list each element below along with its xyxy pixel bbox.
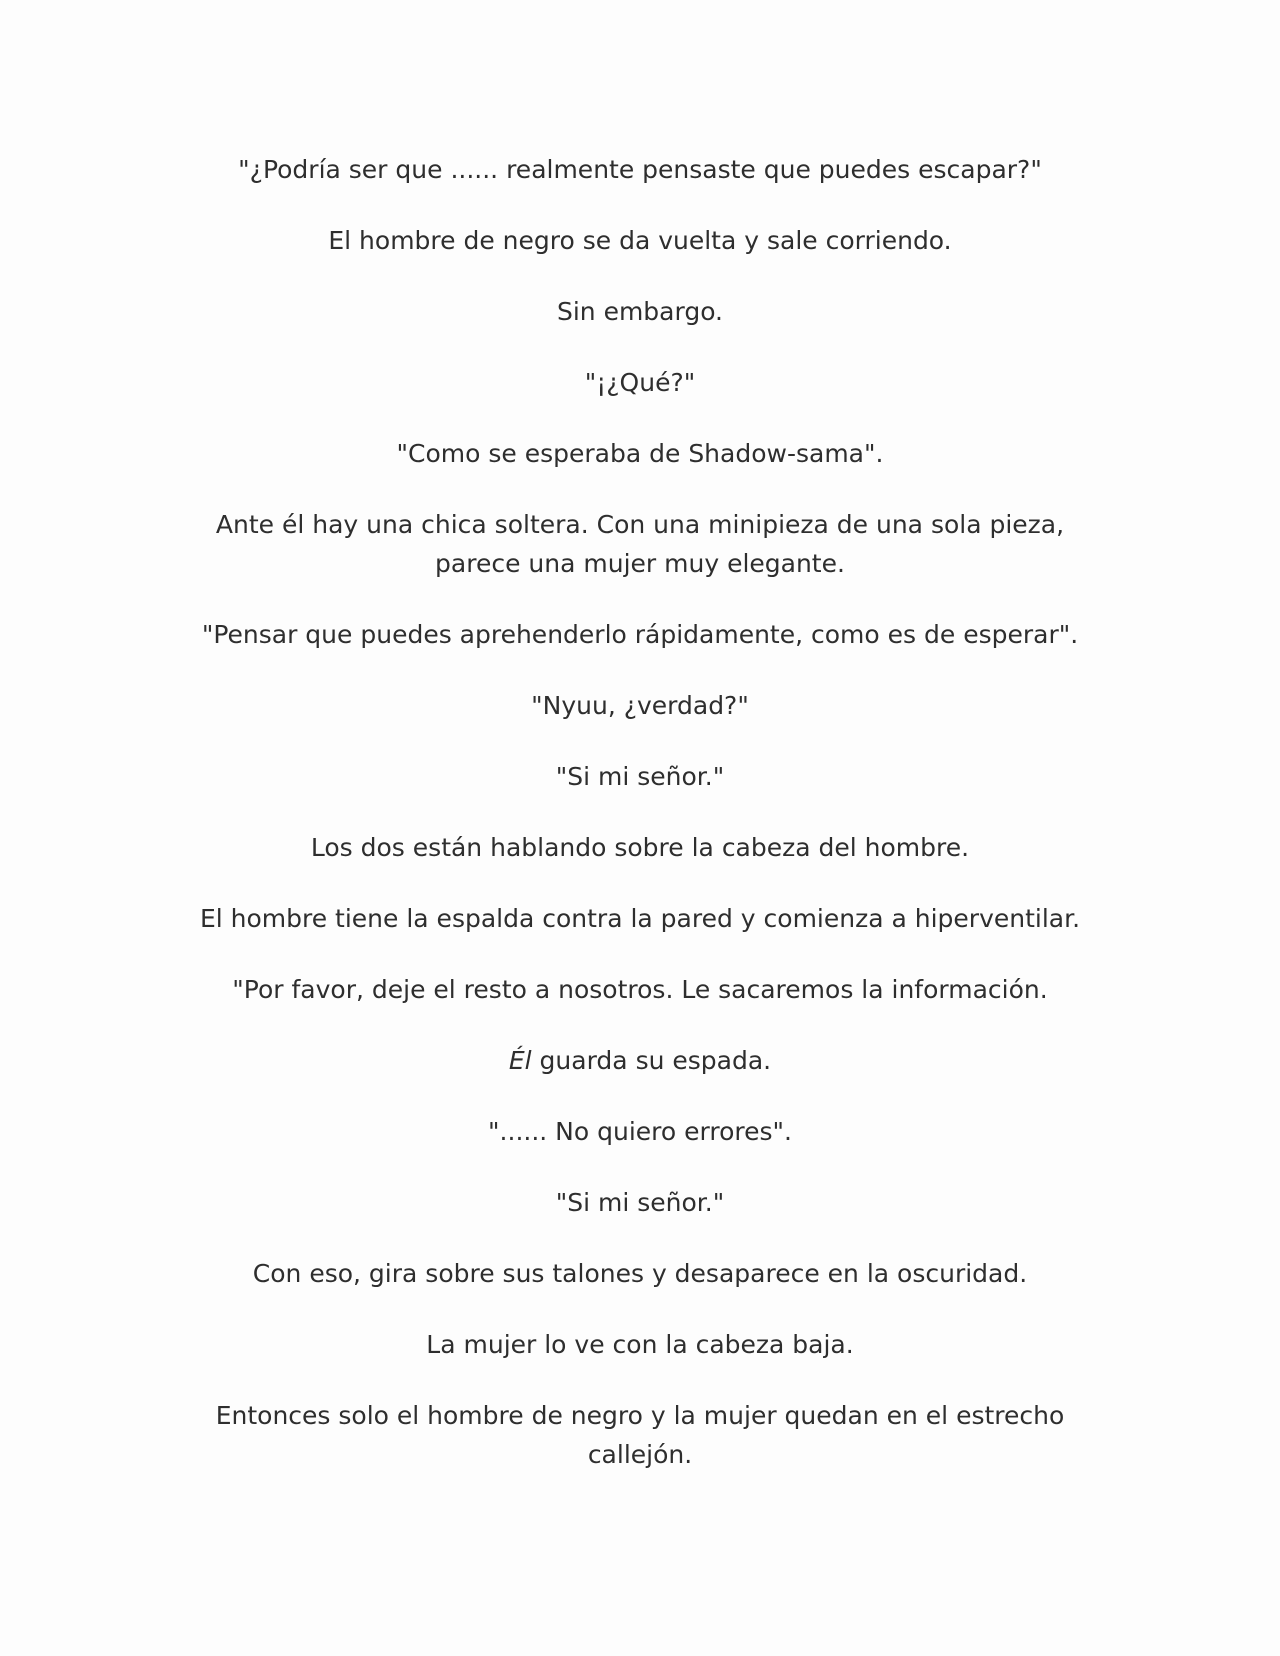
paragraph: Con eso, gira sobre sus talones y desaparece en la oscuridad. [252, 1259, 1028, 1288]
paragraph: "Como se esperaba de Shadow-sama". [396, 439, 884, 468]
paragraph: Los dos están hablando sobre la cabeza del hombre. [310, 833, 970, 862]
paragraph: "Por favor, deje el resto a nosotros. Le sacaremos la información. [232, 975, 1048, 1004]
paragraph: "Pensar que puedes aprehenderlo rápidamente, como es de esperar". [201, 620, 1079, 649]
paragraph: Sin embargo. [556, 297, 724, 326]
document-body [170, 150, 1110, 1506]
paragraph: "¡¿Qué?" [584, 368, 696, 397]
paragraph: "Si mi señor." [555, 762, 725, 791]
paragraph: "¿Podría ser que ...... realmente pensaste que puedes escapar?" [238, 155, 1042, 184]
paragraph: "Si mi señor." [555, 1188, 725, 1217]
paragraph: La mujer lo ve con la cabeza baja. [426, 1330, 854, 1359]
paragraph: Entonces solo el hombre de negro y la mujer quedan en el estrecho callejón. [215, 1401, 1065, 1469]
paragraph: "...... No quiero errores". [488, 1117, 792, 1146]
paragraph [170, 1041, 1110, 1080]
paragraph: Ante él hay una chica soltera. Con una minipieza de una sola pieza, parece una mujer muy elegante. [215, 510, 1065, 578]
paragraph: El hombre tiene la espalda contra la pared y comienza a hiperventilar. [199, 904, 1081, 933]
paragraph: El hombre de negro se da vuelta y sale corriendo. [328, 226, 952, 255]
paragraph: "Nyuu, ¿verdad?" [531, 691, 749, 720]
italic-word: Él [508, 1046, 532, 1075]
paragraph-text: guarda su espada. [531, 1046, 772, 1075]
